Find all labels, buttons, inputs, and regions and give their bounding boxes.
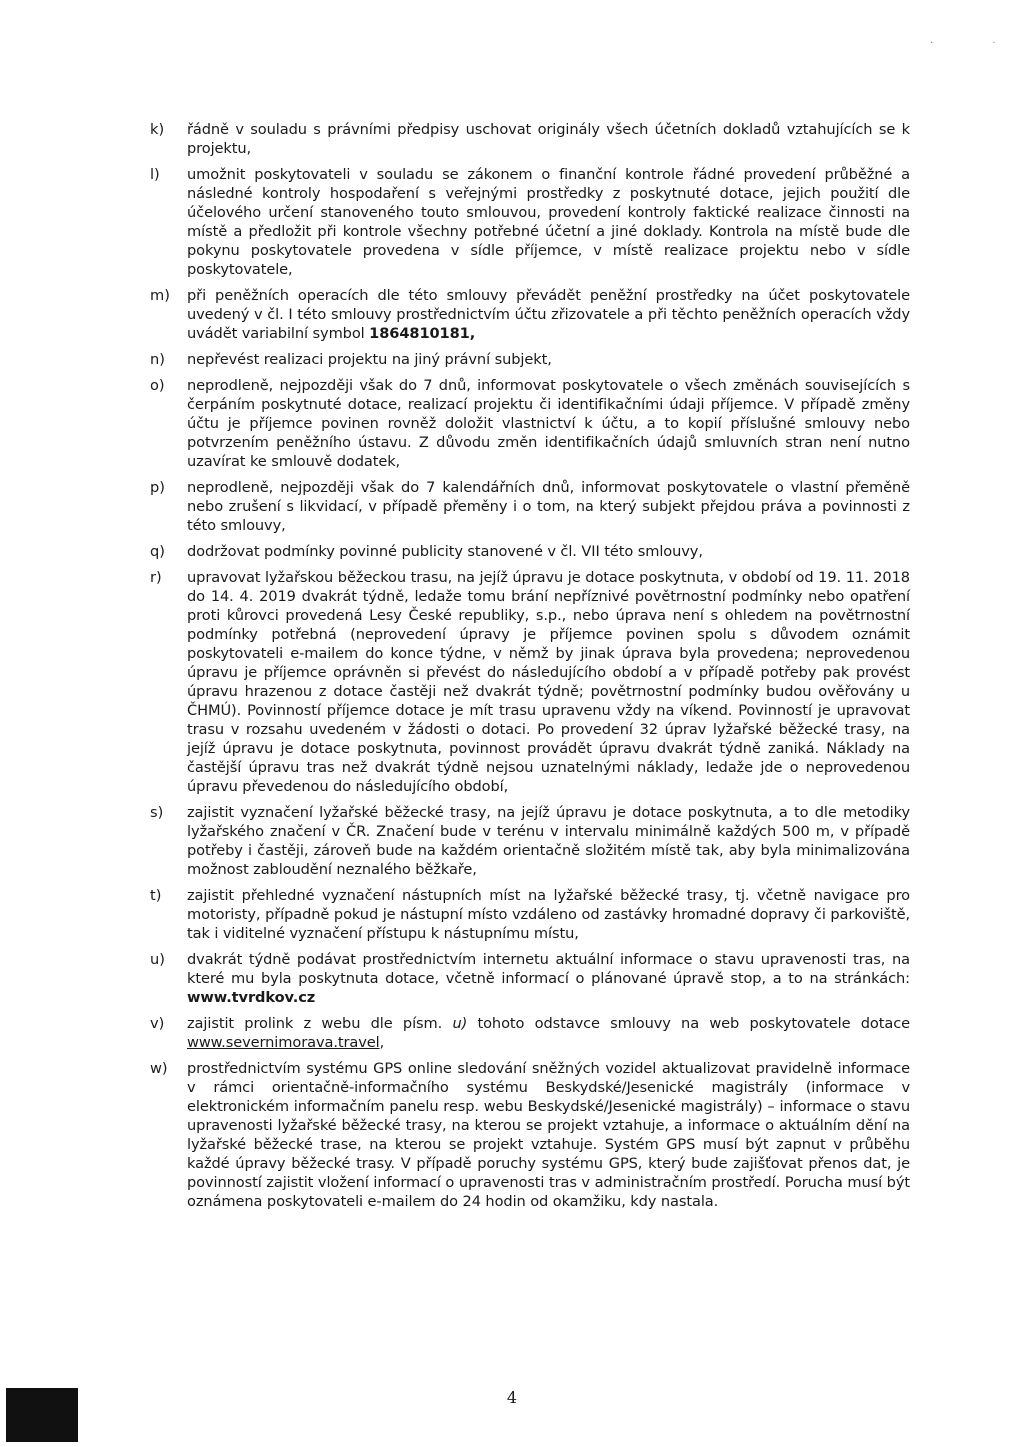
text-segment: dvakrát týdně podávat prostřednictvím internetu aktuální informace o stavu upravenosti tras, na které mu byla poskytnuta dotace, včetně informací o plánované úpravě stop, a to na stránkách:	[187, 951, 910, 987]
list-item	[150, 886, 910, 943]
text-segment: nepřevést realizaci projektu na jiný právní subjekt,	[187, 351, 552, 368]
text-segment: neprodleně, nejpozději však do 7 kalendářních dnů, informovat poskytovatele o vlastní přeměně nebo zrušení s likvidací, v případě přeměny i o tom, na který subjekt přejdou práva a povinnosti z této smlouvy,	[187, 479, 910, 534]
text-segment: zajistit vyznačení lyžařské běžecké trasy, na jejíž úpravu je dotace poskytnuta, a to dle metodiky lyžařského značení v ČR. Značení bude v terénu v intervalu minimálně každých 500 m, v případě potřeby i častěji, zároveň bude na každém orientačně složitém místě tak, aby byla minimalizována možnost zabloudění neznalého běžkaře,	[187, 804, 910, 878]
list-item-text	[187, 350, 910, 369]
bold-text: www.tvrdkov.cz	[187, 989, 316, 1006]
list-item	[150, 376, 910, 471]
page-number: 4	[506, 1388, 518, 1407]
list-item	[150, 120, 910, 158]
list-item-letter: w)	[150, 1060, 168, 1077]
list-item-text	[187, 165, 910, 279]
list-item-letter: l)	[150, 166, 160, 183]
list-item-letter: m)	[150, 287, 170, 304]
text-segment: neprodleně, nejpozději však do 7 dnů, informovat poskytovatele o všech změnách souvisejících s čerpáním poskytnuté dotace, realizací projektu či identifikačními údaji příjemce. V případě změny účtu je příjemce povinen rovněž doložit vlastnictví k účtu, a to kopií příslušné smlouvy nebo potvrzením peněžního ústavu. Z důvodu změn identifikačních údajů smluvních stran není nutno uzavírat ke smlouvě dodatek,	[187, 377, 910, 470]
text-segment: zajistit přehledné vyznačení nástupních míst na lyžařské běžecké trasy, tj. včetně navigace pro motoristy, případně pokud je nástupní místo vzdáleno od zastávky hromadné dopravy či parkoviště, tak i viditelné vyznačení přístupu k nástupnímu místu,	[187, 887, 910, 942]
obligations-list	[150, 120, 910, 1218]
list-item-text	[187, 803, 910, 879]
text-segment: umožnit poskytovateli v souladu se zákonem o finanční kontrole řádné provedení průběžné a následné kontroly hospodaření s veřejnými prostředky z poskytnuté dotace, jejich použití dle účelového určení stanoveného touto smlouvou, provedení kontroly faktické realizace činnosti na místě a předložit při kontrole všechny potřebné účetní a jiné doklady. Kontrola na místě bude dle pokynu poskytovatele provedena v sídle příjemce, v místě realizace projektu nebo v sídle poskytovatele,	[187, 166, 910, 278]
list-item-letter: n)	[150, 351, 165, 368]
list-item	[150, 1014, 910, 1052]
text-segment: prostřednictvím systému GPS online sledování sněžných vozidel aktualizovat pravidelně informace v rámci orientačně-informačního systému Beskydské/Jesenické magistrály (informace v elektronickém informačním panelu resp. webu Beskydské/Jesenické magistrály) – informace o stavu upravenosti lyžařské běžecké trasy, na kterou se projekt vztahuje, a informace o aktuálním dění na lyžařské běžecké trase, na kterou se projekt vztahuje. Systém GPS musí být zapnut v průběhu každé úpravy běžecké trasy. V případě poruchy systému GPS, který bude zajišťovat přenos dat, je povinností zajistit vložení informací o upravenosti tras v administračním prostředí. Porucha musí být oznámena poskytovateli e-mailem do 24 hodin od okamžiku, kdy nastala.	[187, 1060, 910, 1210]
list-item-text	[187, 478, 910, 535]
list-item-text	[187, 1059, 910, 1211]
list-item	[150, 542, 910, 561]
list-item	[150, 478, 910, 535]
list-item-text	[187, 950, 910, 1007]
list-item-letter: q)	[150, 543, 165, 560]
list-item	[150, 568, 910, 796]
list-item-letter: t)	[150, 887, 162, 904]
text-segment: tohoto odstavce smlouvy na web poskytovatele dotace	[467, 1015, 911, 1032]
text-segment: upravovat lyžařskou běžeckou trasu, na jejíž úpravu je dotace poskytnuta, v období od 19. 11. 2018 do 14. 4. 2019 dvakrát týdně, ledaže tomu brání nepříznivé povětrnostní podmínky nebo opatření proti kůrovci provedená Lesy České republiky, s.p., nebo úprava není s ohledem na povětrnostní podmínky potřebná (neprovedení úpravy je příjemce povinen spolu s důvodem oznámit poskytovateli e-mailem do konce týdne, v němž by jinak úprava byla provedena; neprovedenou úpravu je příjemce oprávněn si převést do následujícího období a v případě potřeby pak provést úpravu hrazenou z dotace častěji než dvakrát týdně; povětrnostní podmínky budou ověřovány u ČHMÚ). Povinností příjemce dotace je mít trasu upravenu vždy na víkend. Povinností je upravovat trasu v rozsahu uvedeném v žádosti o dotaci. Po provedení 32 úprav lyžařské běžecké trasy, na jejíž úpravu je dotace poskytnuta, povinnost provádět úpravu dvakrát týdně zaniká. Náklady na častější úpravu tras než dvakrát týdně nejsou uznatelnými náklady, ledaže jde o neprovedenou úpravu převedenou do následujícího období,	[187, 569, 910, 795]
list-item	[150, 803, 910, 879]
text-segment: při peněžních operacích dle této smlouvy převádět peněžní prostředky na účet poskytovatele uvedený v čl. I této smlouvy prostřednictvím účtu zřizovatele a při těchto peněžních operacích vždy uvádět variabilní symbol	[187, 287, 910, 342]
list-item-text	[187, 120, 910, 158]
list-item-letter: p)	[150, 479, 165, 496]
redaction-block	[6, 1388, 78, 1442]
web-link[interactable]: www.severnimorava.travel	[187, 1034, 380, 1051]
list-item	[150, 286, 910, 343]
list-item-text	[187, 886, 910, 943]
list-item-text	[187, 568, 910, 796]
list-item-letter: o)	[150, 377, 165, 394]
list-item-letter: u)	[150, 951, 165, 968]
list-item-text	[187, 376, 910, 471]
text-segment: ,	[379, 1034, 385, 1051]
list-item-letter: v)	[150, 1015, 165, 1032]
scan-artifact-marks: · ·	[930, 38, 1024, 49]
list-item	[150, 165, 910, 279]
list-item-letter: k)	[150, 121, 165, 138]
list-item	[150, 1059, 910, 1211]
list-item	[150, 950, 910, 1007]
list-item-letter: s)	[150, 804, 164, 821]
text-segment: zajistit prolink z webu dle písm.	[187, 1015, 453, 1032]
list-item-letter: r)	[150, 569, 162, 586]
bold-text: 1864810181,	[369, 325, 476, 342]
list-item	[150, 350, 910, 369]
text-segment: řádně v souladu s právními předpisy uschovat originály všech účetních dokladů vztahujících se k projektu,	[187, 121, 910, 157]
list-item-text	[187, 286, 910, 343]
list-item-text	[187, 1014, 910, 1052]
list-item-text	[187, 542, 910, 561]
italic-text: u)	[452, 1015, 468, 1032]
text-segment: dodržovat podmínky povinné publicity stanovené v čl. VII této smlouvy,	[187, 543, 703, 560]
